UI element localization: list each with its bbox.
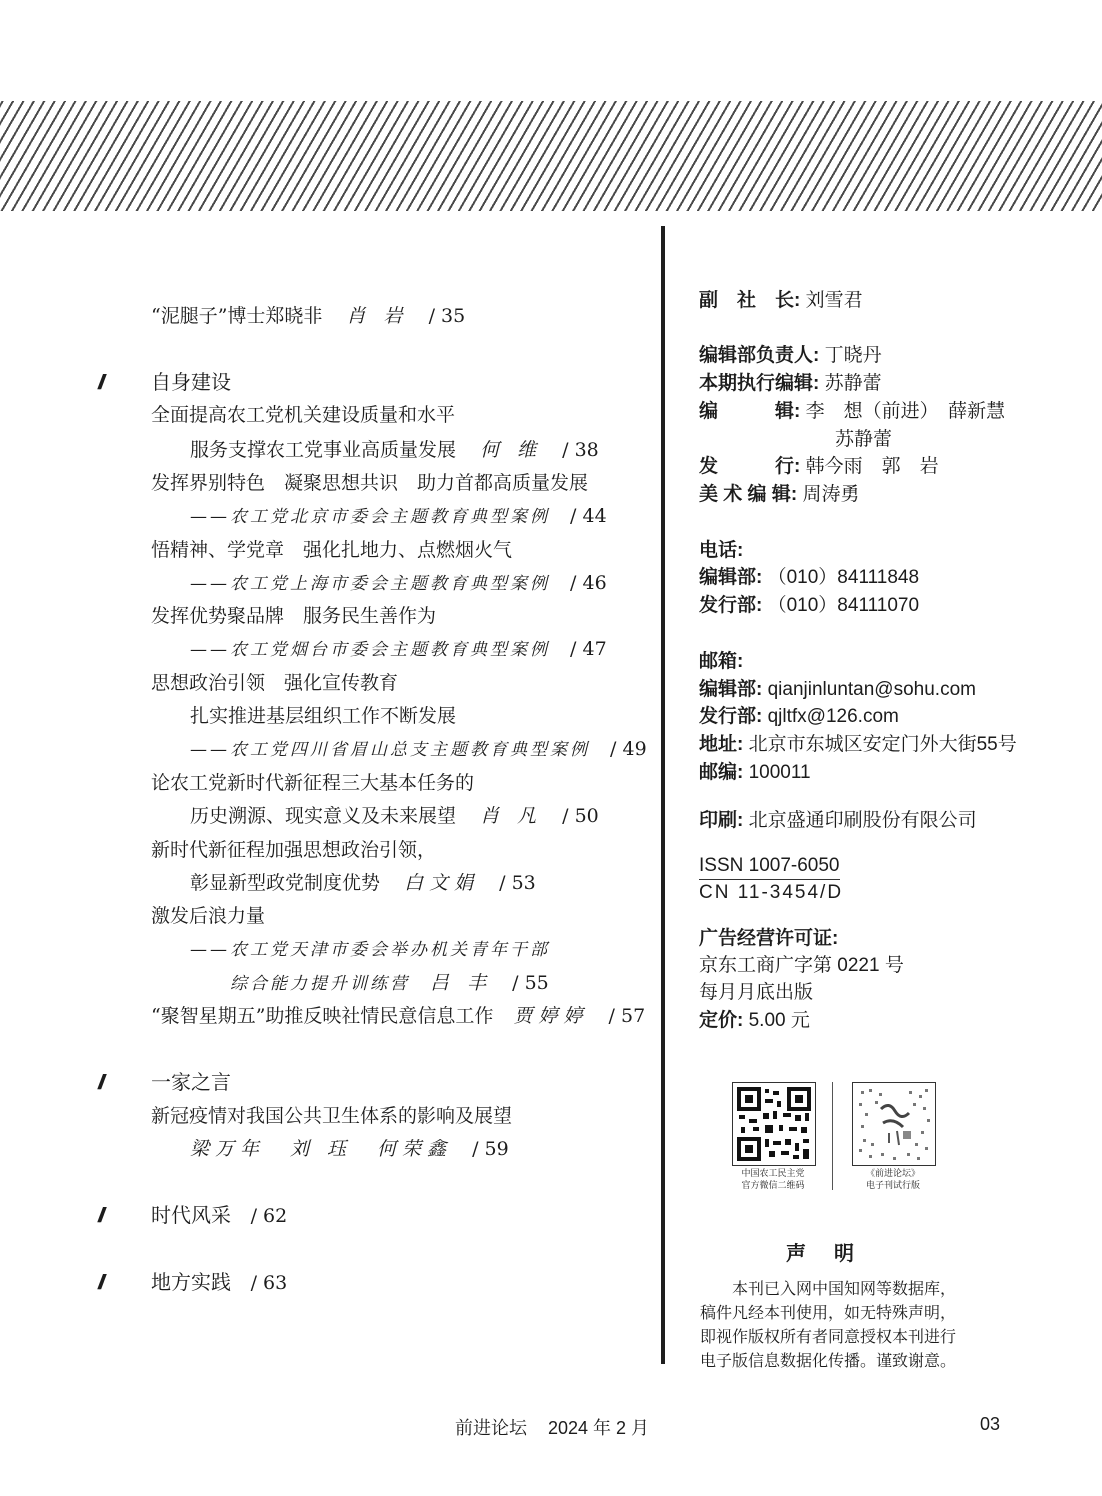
entry-page: / 59 [472, 1138, 509, 1160]
header-stripe-band [0, 101, 1102, 211]
toc-entry-line[interactable]: 悟精神、学党章 强化扎地力、点燃烟火气 [151, 539, 513, 561]
masthead-value: 丁晓丹 [824, 345, 882, 366]
masthead-label: 编辑部: [699, 679, 763, 700]
masthead-value: 周涛勇 [802, 484, 860, 505]
masthead-label: 副 社 长: [699, 290, 801, 311]
section-mark-icon: // [98, 372, 102, 394]
toc-entry[interactable] [151, 303, 465, 329]
notice-title: 声明 [786, 1241, 882, 1265]
masthead-value: 苏静蕾 [824, 373, 882, 394]
masthead-editors-cont: 苏静蕾 [835, 429, 893, 450]
entry-author: 肖 岩 [346, 305, 409, 327]
entry-author: 白文娟 [404, 872, 480, 894]
entry-subtitle: 综合能力提升训练营 [230, 974, 410, 994]
caption-line: 官方微信二维码 [741, 1181, 805, 1191]
entry-page: / 50 [562, 805, 599, 827]
section-title-text: 地方实践 [151, 1272, 231, 1294]
notice-body: 本刊已入网中国知网等数据库，稿件凡经本刊使用，如无特殊声明，即视作版权所有者同意授权本刊进行电子版信息数据化传播。谨致谢意。 [700, 1279, 957, 1370]
section-mark-icon: // [98, 1205, 102, 1227]
toc-entry-line[interactable] [190, 736, 647, 763]
entry-author: 肖 凡 [480, 805, 543, 827]
entry-title: “聚智星期五”助推反映社情民意信息工作 [151, 1005, 494, 1027]
caption-line: 《前进论坛》 [865, 1169, 920, 1179]
entry-subtitle: ——农工党四川省眉山总支主题教育典型案例 [190, 740, 590, 760]
toc-entry-line[interactable]: 新时代新征程加强思想政治引领， [151, 839, 437, 861]
section-title: 一家之言 [151, 1072, 231, 1094]
email-link[interactable]: qianjinluntan@sohu.com [767, 679, 976, 700]
toc-entry-line[interactable]: 发挥界别特色 凝聚思想共识 助力首都高质量发展 [151, 472, 589, 494]
masthead-label: 邮编: [699, 762, 744, 783]
entry-subtitle: ——农工党天津市委会举办机关青年干部 [190, 940, 550, 960]
e-journal-qr-code[interactable] [852, 1082, 936, 1166]
masthead-label: 广告经营许可证: [699, 928, 839, 949]
toc-entry-line[interactable]: 论农工党新时代新征程三大基本任务的 [151, 772, 475, 794]
entry-page: / 57 [608, 1005, 646, 1027]
entry-title: “泥腿子”博士郑晓非 [151, 305, 323, 327]
footer-journal-name: 前进论坛 [455, 1418, 527, 1438]
section-title[interactable] [151, 1270, 287, 1296]
column-divider [661, 226, 665, 1364]
masthead-value: 100011 [748, 762, 811, 783]
section-title[interactable] [151, 1203, 287, 1229]
toc-entry-line[interactable]: 激发后浪力量 [151, 905, 266, 927]
entry-subtitle: ——农工党北京市委会主题教育典型案例 [190, 507, 550, 527]
masthead-label: 电话: [699, 540, 744, 561]
masthead-label: 编 辑: [699, 401, 801, 422]
masthead-price [699, 1008, 810, 1034]
section-title-text: 时代风采 [151, 1205, 231, 1227]
toc-entry-line[interactable]: 新冠疫情对我国公共卫生体系的影响及展望 [151, 1105, 513, 1127]
toc-entry-line[interactable] [190, 803, 599, 829]
masthead-address [699, 732, 1017, 758]
entry-author: 吕 丰 [430, 972, 493, 994]
ad-license-heading [699, 926, 838, 952]
caption-line: 中国农工民主党 [741, 1169, 805, 1179]
section-mark-icon: // [98, 1272, 102, 1294]
toc-entry-line[interactable]: 发挥优势聚品牌 服务民生善作为 [151, 605, 437, 627]
masthead-label: 发 行: [699, 456, 801, 477]
masthead-distribution [699, 454, 939, 480]
toc-entry-line[interactable] [190, 870, 536, 896]
masthead-label: 本期执行编辑: [699, 373, 820, 394]
phone-editorial [699, 565, 919, 591]
masthead-label: 印刷: [699, 810, 744, 831]
masthead-label: 编辑部负责人: [699, 345, 820, 366]
masthead-value: 北京市东城区安定门外大街55号 [748, 734, 1017, 755]
masthead-printer [699, 808, 977, 834]
page-number: 03 [980, 1414, 1001, 1434]
email-heading [699, 649, 743, 675]
entry-subtitle: ——农工党烟台市委会主题教育典型案例 [190, 640, 550, 660]
masthead-issn [699, 853, 840, 880]
masthead-vice-president [699, 288, 863, 314]
masthead-label: 编辑部: [699, 567, 763, 588]
entry-title: 服务支撑农工党事业高质量发展 [190, 439, 457, 461]
masthead-value: 刘雪君 [805, 290, 863, 311]
masthead-label: 发行部: [699, 595, 763, 616]
masthead-label: 邮箱: [699, 651, 744, 672]
toc-entry-line[interactable] [190, 936, 550, 963]
wechat-qr-code[interactable] [732, 1082, 816, 1166]
masthead-art-editor [699, 482, 859, 508]
entry-page: / 49 [610, 738, 647, 760]
masthead-editors [699, 399, 1005, 425]
entry-title: 彰显新型政党制度优势 [190, 872, 381, 894]
masthead-value: 韩今雨 郭 岩 [805, 456, 939, 477]
masthead-exec-editor [699, 371, 882, 397]
entry-page: / 63 [250, 1272, 288, 1294]
entry-page: / 46 [570, 572, 607, 594]
toc-entry-line[interactable] [230, 970, 549, 997]
entry-page: / 44 [570, 505, 607, 527]
masthead-postcode [699, 760, 811, 786]
email-link[interactable]: qjltfx@126.com [767, 706, 899, 727]
entry-page: / 38 [562, 439, 599, 461]
email-distribution[interactable] [699, 704, 899, 730]
entry-author: 梁万年 刘 珏 何荣鑫 [190, 1138, 453, 1160]
footer-date: 2024 年 2 月 [548, 1418, 650, 1438]
phone-heading [699, 538, 743, 564]
entry-page: / 35 [428, 305, 466, 327]
toc-entry-line[interactable] [190, 503, 607, 530]
entry-page: / 53 [499, 872, 536, 894]
entry-title: 历史溯源、现实意义及未来展望 [190, 805, 457, 827]
entry-author: 何 维 [480, 439, 543, 461]
qr-divider [832, 1082, 833, 1190]
phone-distribution [699, 593, 919, 619]
caption-line: 电子刊试行版 [865, 1181, 920, 1191]
publication-schedule: 每月月底出版 [699, 982, 814, 1003]
masthead-cn: CN 11-3454/D [699, 882, 844, 903]
section-title: 自身建设 [151, 372, 231, 394]
toc-entry-line[interactable] [190, 1136, 509, 1162]
entry-subtitle: ——农工党上海市委会主题教育典型案例 [190, 574, 550, 594]
issn-number: ISSN 1007-6050 [699, 853, 840, 880]
toc-entry-line[interactable] [190, 636, 607, 663]
masthead-label: 美 术 编 辑: [699, 484, 798, 505]
masthead-editor-in-charge [699, 343, 882, 369]
toc-entry-line[interactable] [190, 437, 599, 463]
e-journal-qr-caption [843, 1168, 943, 1192]
wechat-qr-caption [723, 1168, 823, 1192]
masthead-value: 李 想（前进） 薛新慧 [805, 401, 1006, 422]
masthead-value: 北京盛通印刷股份有限公司 [748, 810, 977, 831]
section-mark-icon: // [98, 1072, 102, 1094]
email-editorial[interactable] [699, 677, 976, 703]
entry-page: / 55 [512, 972, 549, 994]
toc-entry-line[interactable] [190, 570, 607, 597]
entry-author: 贾婷婷 [513, 1005, 589, 1027]
masthead-label: 发行部: [699, 706, 763, 727]
masthead-value: （010）84111848 [767, 567, 920, 588]
masthead-label: 地址: [699, 734, 744, 755]
entry-page: / 47 [570, 638, 607, 660]
toc-entry-line[interactable]: 思想政治引领 强化宣传教育 [151, 672, 399, 694]
toc-entry-line[interactable] [151, 1003, 645, 1029]
qr-code-area [728, 1082, 938, 1192]
masthead-value: 5.00 元 [748, 1010, 810, 1031]
masthead-value: （010）84111070 [767, 595, 920, 616]
toc-entry-line[interactable]: 扎实推进基层组织工作不断发展 [190, 705, 457, 727]
toc-entry-line[interactable]: 全面提高农工党机关建设质量和水平 [151, 404, 456, 426]
masthead-label: 定价: [699, 1010, 744, 1031]
ad-license-number: 京东工商广字第 0221 号 [699, 955, 904, 976]
entry-page: / 62 [250, 1205, 288, 1227]
